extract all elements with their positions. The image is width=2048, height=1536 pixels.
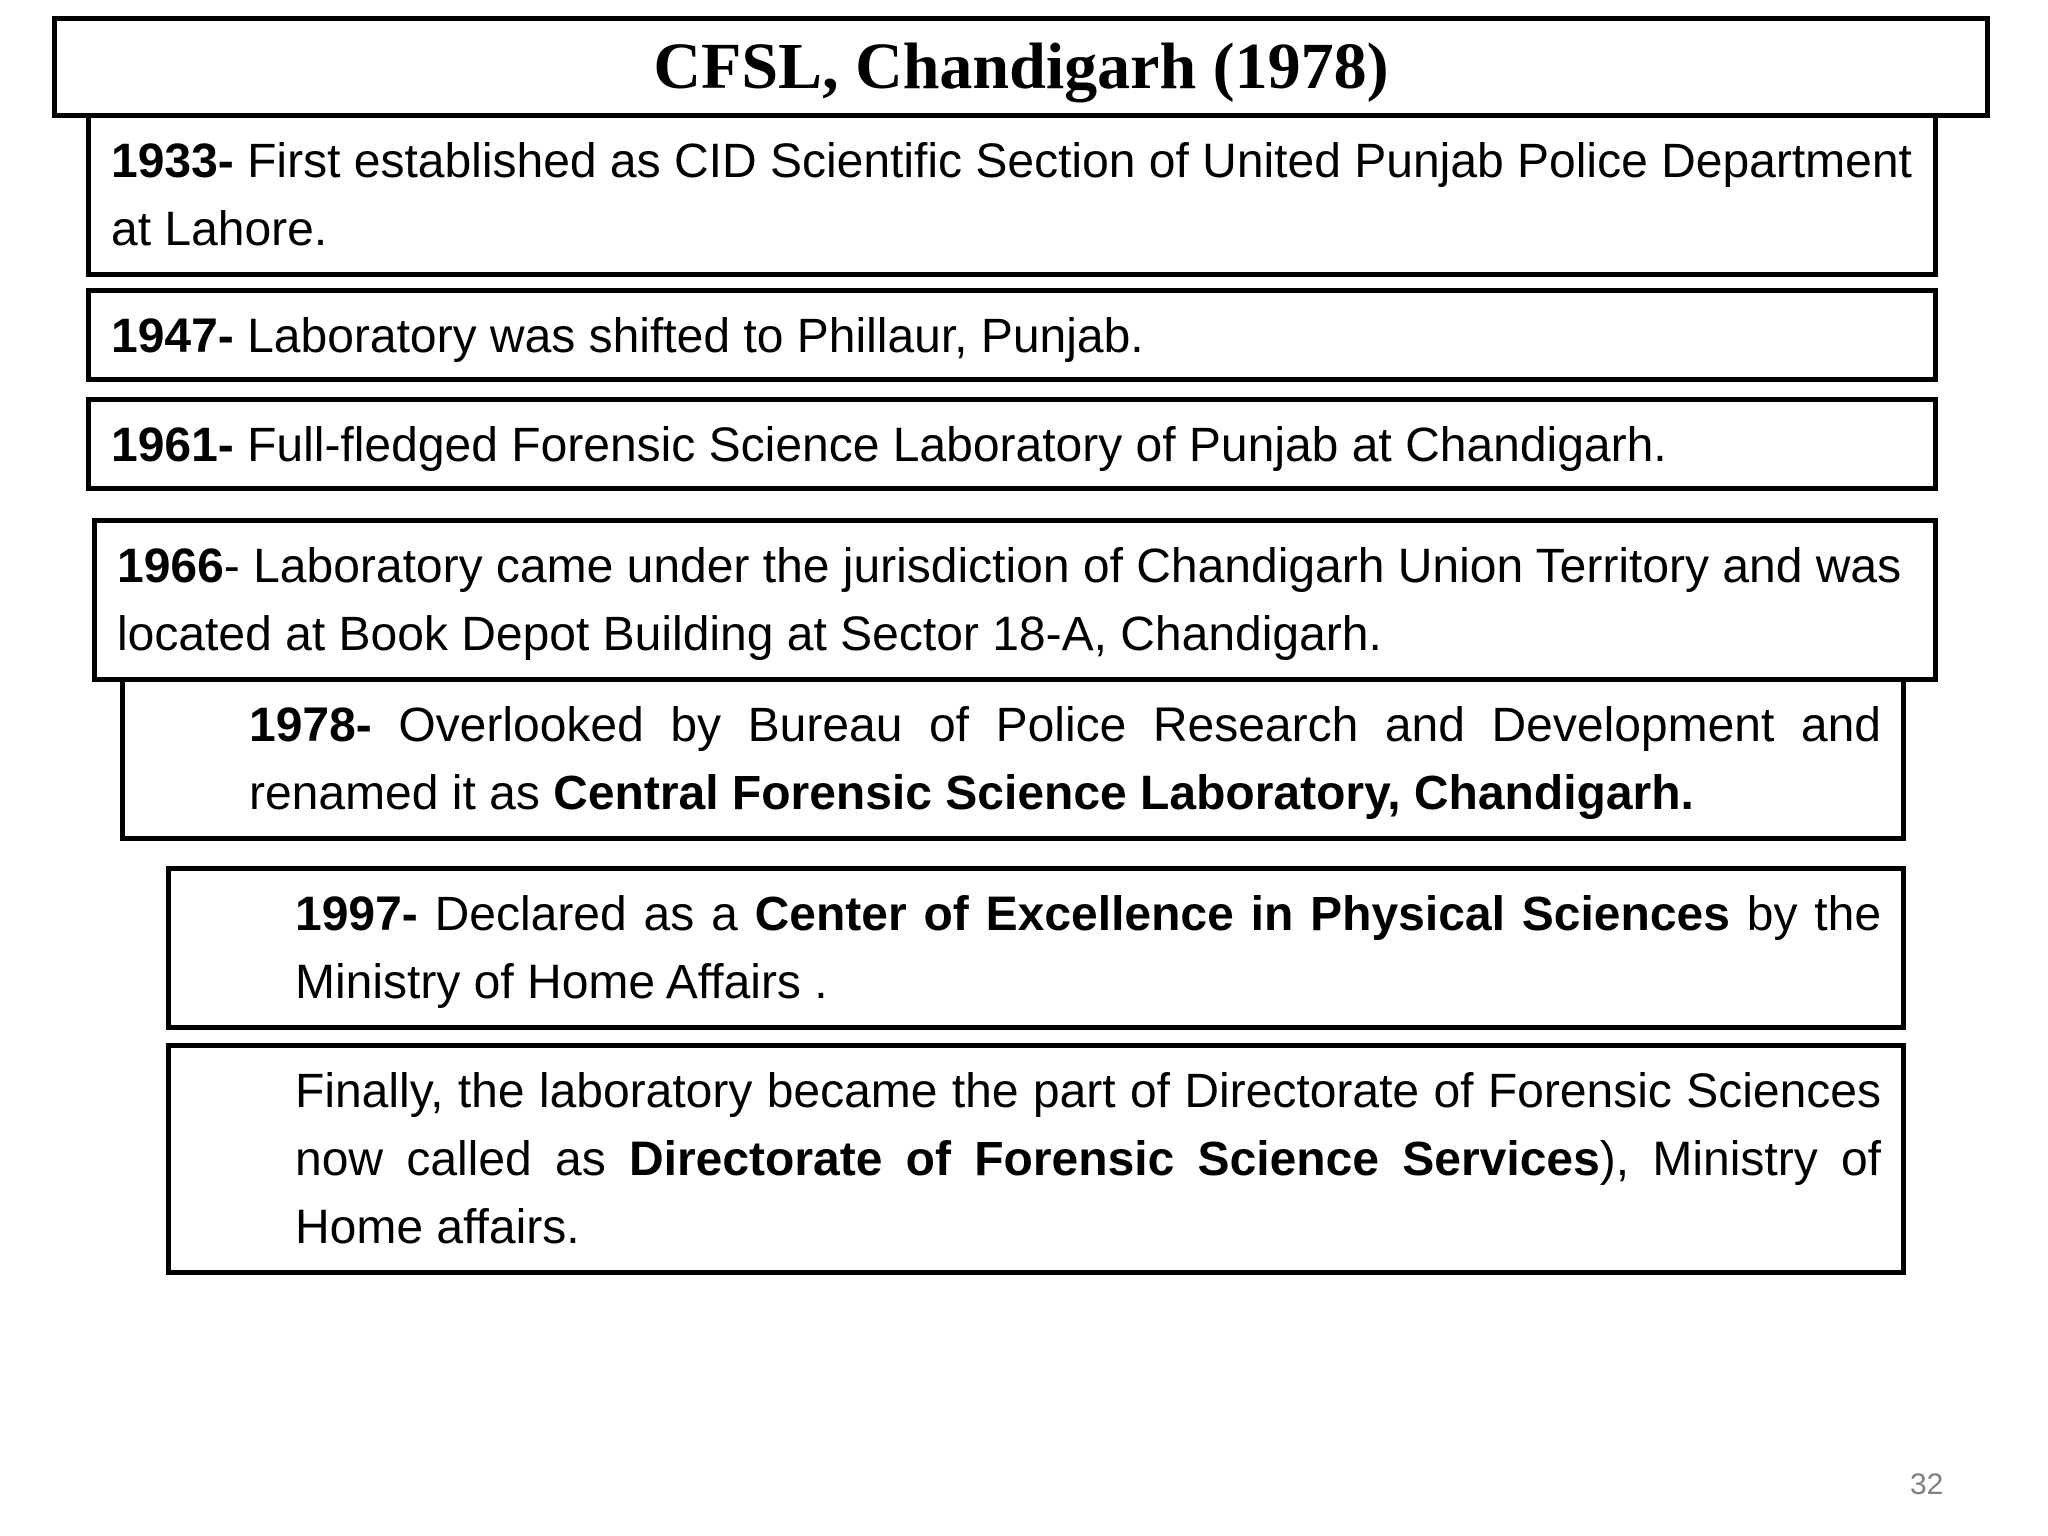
- entry-year: 1966: [117, 540, 224, 593]
- timeline-entry-1947: [86, 288, 1938, 382]
- entry-text-after: ), Ministry of Home affairs.: [295, 1133, 1882, 1254]
- timeline-entry-1997: [166, 866, 1906, 1030]
- entry-year: 1961-: [111, 419, 234, 472]
- timeline-entry-1966: [92, 518, 1938, 682]
- entry-text: Finally, the laboratory became the part of Directorate of Forensic Sciences now called as: [295, 1065, 1881, 1186]
- entry-bold-text: Central Forensic Science Laboratory, Chandigarh.: [553, 767, 1694, 820]
- timeline-entry-final: [166, 1043, 1906, 1275]
- entry-bold-text: Center of Excellence in Physical Sciences: [754, 888, 1730, 941]
- slide-title: CFSL, Chandigarh (1978): [653, 30, 1389, 103]
- page-number: 32: [1910, 1468, 1944, 1501]
- entry-text: First established as CID Scientific Section of United Punjab Police Department at Lahore.: [111, 135, 1912, 256]
- entry-text-after: by the Ministry of Home Affairs .: [295, 888, 1882, 1009]
- timeline-entry-1961: [86, 397, 1938, 491]
- entry-year: 1978-: [249, 699, 372, 752]
- timeline-entry-1933: [86, 113, 1938, 277]
- timeline-entry-1978: [120, 677, 1906, 841]
- entry-text: - Laboratory came under the jurisdiction of Chandigarh Union Territory and was located at Book Depot Building at Sector 18-A, Chandigarh.: [117, 540, 1902, 661]
- entry-bold-text: Directorate of Forensic Science Services: [628, 1133, 1600, 1186]
- entry-text: Full-fledged Forensic Science Laboratory of Punjab at Chandigarh.: [233, 419, 1667, 472]
- title-box: [52, 16, 1990, 118]
- entry-text: Declared as a: [417, 888, 755, 941]
- entry-year: 1997-: [295, 888, 418, 941]
- entry-text: Overlooked by Bureau of Police Research and Development and renamed it as: [249, 699, 1881, 820]
- entry-year: 1933-: [111, 135, 234, 188]
- entry-year: 1947-: [111, 310, 234, 363]
- entry-text: Laboratory was shifted to Phillaur, Punjab.: [233, 310, 1144, 363]
